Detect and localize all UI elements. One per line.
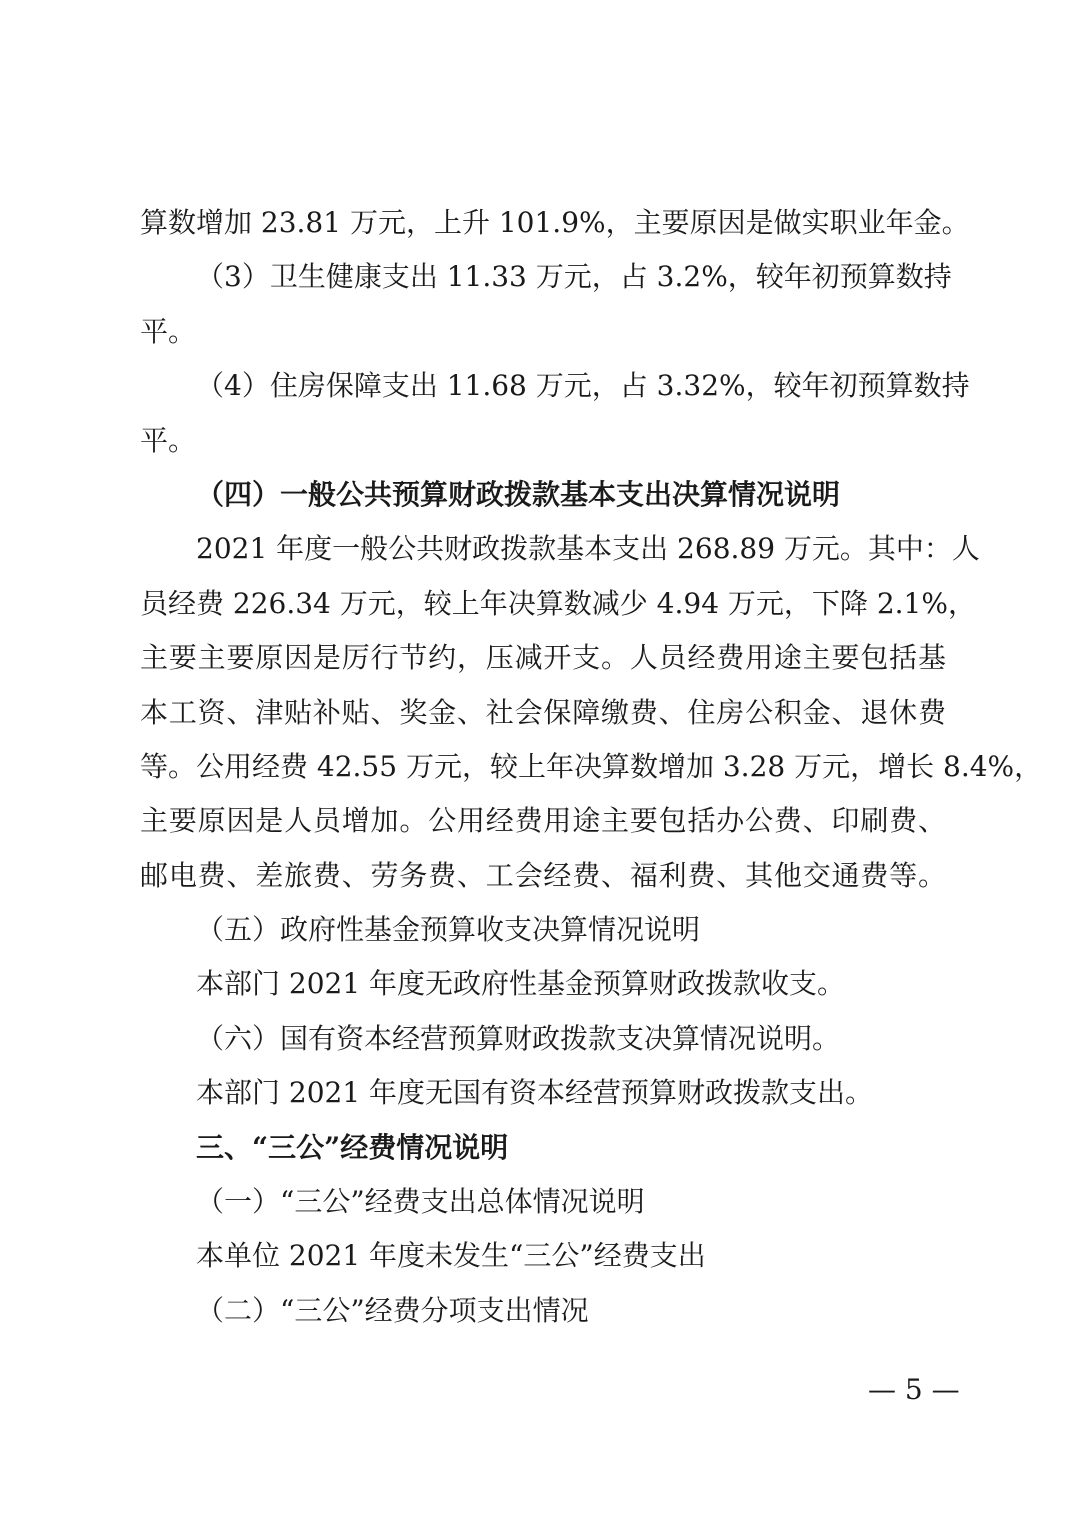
paragraph-line: 主要原因是人员增加。公用经费用途主要包括办公费、印刷费、 <box>140 804 946 838</box>
paragraph-line: 平。 <box>140 314 197 348</box>
paragraph-line: 本部门 2021 年度无国有资本经营预算财政拨款支出。 <box>196 1076 874 1110</box>
section-heading: （五）政府性基金预算收支决算情况说明 <box>196 913 701 947</box>
paragraph-line: 本工资、津贴补贴、奖金、社会保障缴费、住房公积金、退休费 <box>140 695 946 729</box>
document-body <box>140 196 1043 1338</box>
chapter-heading: 三、“三公”经费情况说明 <box>196 1130 509 1164</box>
section-heading: （一）“三公”经费支出总体情况说明 <box>196 1185 645 1219</box>
paragraph-line: 平。 <box>140 423 197 457</box>
paragraph-line: 本单位 2021 年度未发生“三公”经费支出 <box>196 1239 706 1273</box>
paragraph-line: 算数增加 23.81 万元，上升 101.9%，主要原因是做实职业年金。 <box>140 206 970 239</box>
page-number: — 5 — <box>868 1373 960 1406</box>
paragraph-line: 邮电费、差旅费、劳务费、工会经费、福利费、其他交通费等。 <box>140 858 946 892</box>
paragraph-line: 等。公用经费 42.55 万元，较上年决算数增加 3.28 万元，增长 8.4%， <box>140 749 1043 783</box>
paragraph-line: 主要主要原因是厉行节约，压减开支。人员经费用途主要包括基 <box>140 641 946 675</box>
paragraph-line: （4）住房保障支出 11.68 万元，占 3.32%，较年初预算数持 <box>196 369 970 403</box>
paragraph-line: 员经费 226.34 万元，较上年决算数减少 4.94 万元，下降 2.1%， <box>140 586 976 620</box>
section-heading: （四）一般公共预算财政拨款基本支出决算情况说明 <box>196 477 841 511</box>
paragraph-line: （3）卫生健康支出 11.33 万元，占 3.2%，较年初预算数持 <box>196 260 952 294</box>
paragraph-line: 2021 年度一般公共财政拨款基本支出 268.89 万元。其中：人 <box>196 532 980 566</box>
section-heading: （六）国有资本经营预算财政拨款支决算情况说明。 <box>196 1021 841 1055</box>
paragraph-line: 本部门 2021 年度无政府性基金预算财政拨款收支。 <box>196 967 846 1001</box>
section-heading: （二）“三公”经费分项支出情况 <box>196 1293 589 1327</box>
